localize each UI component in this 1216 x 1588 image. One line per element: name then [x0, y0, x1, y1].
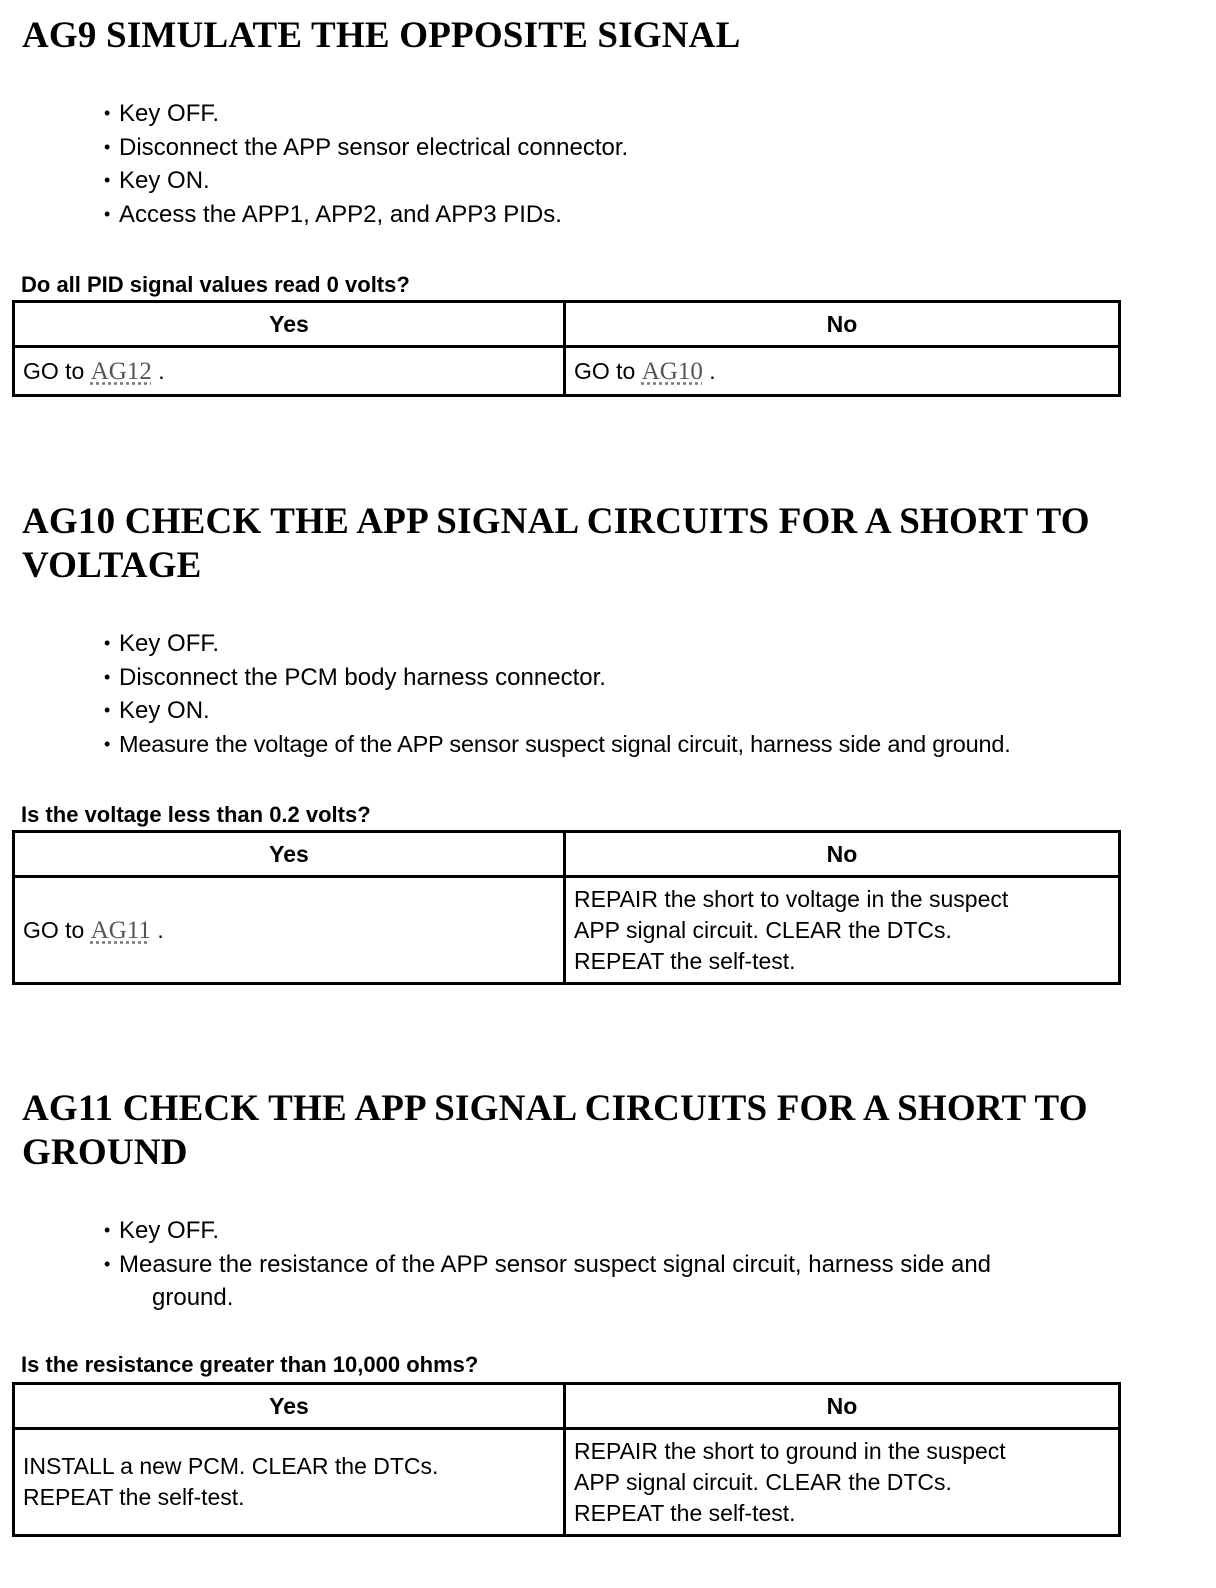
step-list [104, 1214, 1204, 1315]
table-row [14, 877, 1120, 984]
bullet-icon: • [104, 136, 111, 157]
section-heading: AG11 CHECK THE APP SIGNAL CIRCUITS FOR A SHORT TO GROUND [22, 1088, 1088, 1173]
no-header: No [565, 302, 1120, 347]
question-text: Is the voltage less than 0.2 volts? [21, 802, 371, 827]
yes-header: Yes [14, 832, 565, 877]
table-header-row [14, 832, 1120, 877]
decision-table [12, 1382, 1121, 1537]
no-cell: REPAIR the short to voltage in the suspect APP signal circuit. CLEAR the DTCs. REPEAT the self-test. [565, 877, 1120, 984]
bullet-icon: • [104, 1220, 111, 1240]
step-item: • Disconnect the PCM body harness connector. [104, 661, 1204, 695]
table-row [14, 1429, 1120, 1536]
bullet-icon: • [104, 733, 111, 754]
decision-table [12, 300, 1121, 397]
section-heading: AG10 CHECK THE APP SIGNAL CIRCUITS FOR A SHORT TO VOLTAGE [22, 501, 1090, 586]
bullet-icon: • [104, 633, 111, 653]
bullet-icon: • [104, 203, 111, 224]
bullet-icon: • [104, 103, 111, 123]
step-item: • Key OFF. [104, 1214, 1204, 1248]
section-heading: AG9 SIMULATE THE OPPOSITE SIGNAL [22, 15, 741, 56]
no-cell: REPAIR the short to ground in the suspect APP signal circuit. CLEAR the DTCs. REPEAT the self-test. [565, 1429, 1120, 1536]
decision-table [12, 830, 1121, 985]
step-item: • Key OFF. [104, 97, 1204, 131]
step-item: • Measure the resistance of the APP sensor suspect signal circuit, harness side and ground. [104, 1248, 1204, 1315]
table-header-row [14, 1384, 1120, 1429]
goto-ag10-link[interactable]: AG10 [641, 357, 703, 385]
yes-cell: GO to AG11 . [14, 877, 565, 984]
yes-header: Yes [14, 1384, 565, 1429]
goto-ag12-link[interactable]: AG12 [90, 357, 152, 385]
step-list [104, 97, 1204, 231]
no-header: No [565, 1384, 1120, 1429]
table-header-row [14, 302, 1120, 347]
table-row [14, 347, 1120, 396]
step-item: • Key ON. [104, 694, 1204, 728]
step-item: • Access the APP1, APP2, and APP3 PIDs. [104, 198, 1204, 232]
goto-ag11-link[interactable]: AG11 [90, 916, 151, 944]
bullet-icon: • [104, 170, 111, 190]
step-item: • Key OFF. [104, 627, 1204, 661]
step-item: • Key ON. [104, 164, 1204, 198]
step-item: • Measure the voltage of the APP sensor suspect signal circuit, harness side and ground. [104, 728, 1204, 762]
bullet-icon: • [104, 1253, 111, 1274]
question-text: Is the resistance greater than 10,000 ohms? [21, 1352, 479, 1377]
step-item: • Disconnect the APP sensor electrical connector. [104, 131, 1204, 165]
question-text: Do all PID signal values read 0 volts? [21, 272, 410, 297]
yes-cell: INSTALL a new PCM. CLEAR the DTCs. REPEAT the self-test. [14, 1429, 565, 1536]
yes-header: Yes [14, 302, 565, 347]
bullet-icon: • [104, 700, 111, 720]
yes-cell: GO to AG12 . [14, 347, 565, 396]
no-cell: GO to AG10 . [565, 347, 1120, 396]
bullet-icon: • [104, 666, 111, 687]
no-header: No [565, 832, 1120, 877]
step-list [104, 627, 1204, 761]
